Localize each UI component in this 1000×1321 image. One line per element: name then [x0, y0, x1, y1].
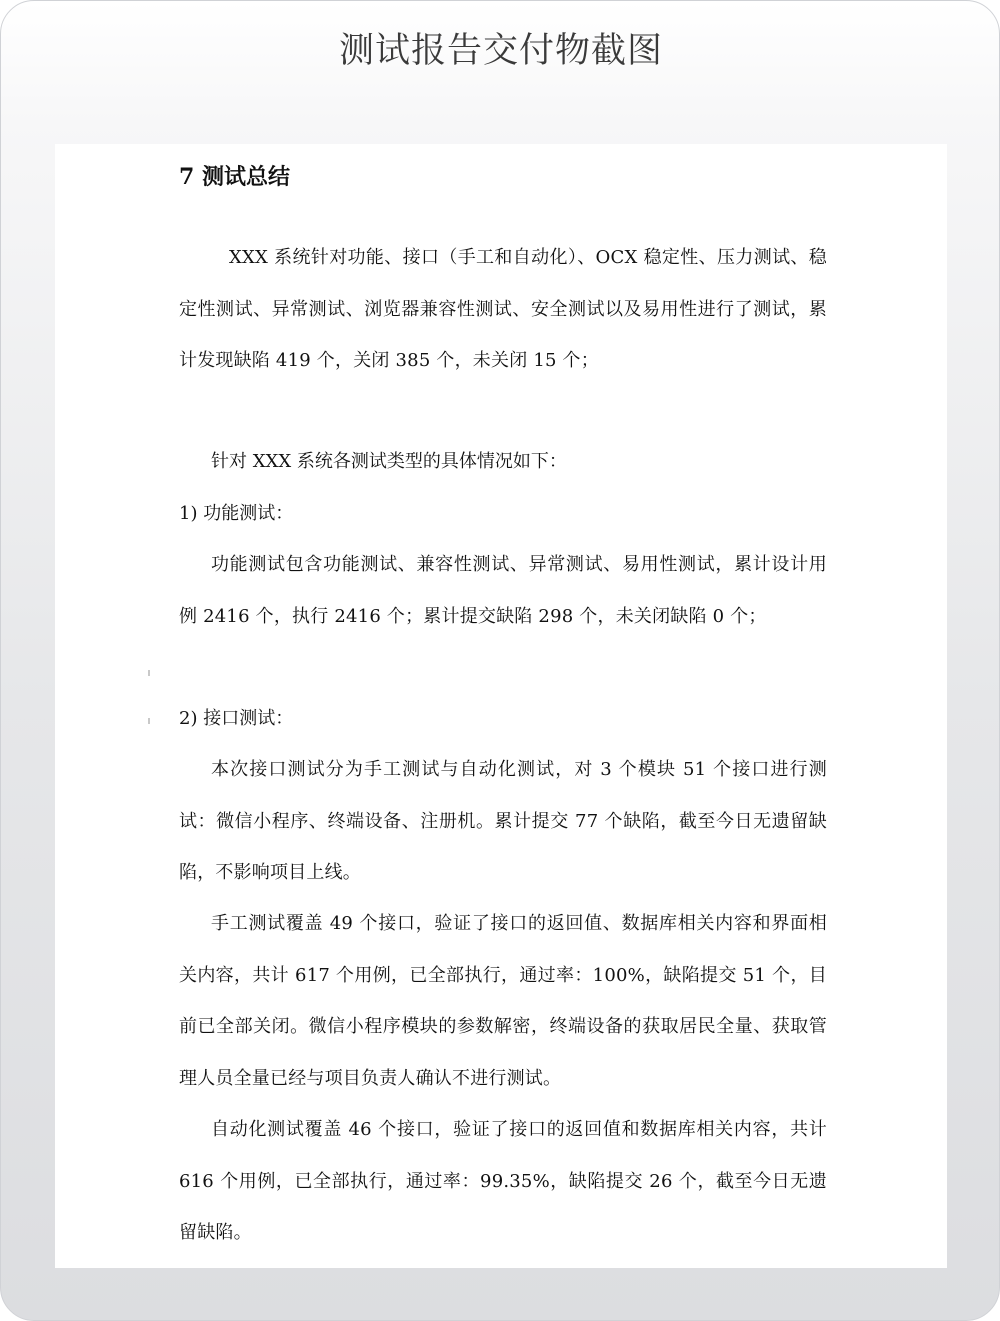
- manual-test-paragraph: 手工测试覆盖 49 个接口，验证了接口的返回值、数据库相关内容和界面相关内容，共计 617 个用例，已全部执行，通过率：100%，缺陷提交 51 个，目前已全部关闭。微信小程序模块的参数解密，终端设备的获取居民全量、获取管理人员全量已经与项目负责人确认不进行测试。: [179, 913, 827, 1089]
- document-page: [55, 144, 947, 1268]
- automation-test-paragraph: 自动化测试覆盖 46 个接口，验证了接口的返回值和数据库相关内容，共计 616 个用例，已全部执行，通过率：99.35%，缺陷提交 26 个，截至今日无遗留缺陷。: [179, 1119, 827, 1243]
- section-heading: 7 测试总结: [179, 164, 290, 190]
- margin-mark: [148, 718, 150, 724]
- functional-test-paragraph: 功能测试包含功能测试、兼容性测试、异常测试、易用性测试，累计设计用例 2416 个，执行 2416 个；累计提交缺陷 298 个，未关闭缺陷 0 个；: [179, 554, 827, 627]
- intro-line: 针对 XXX 系统各测试类型的具体情况如下：: [211, 451, 567, 472]
- summary-paragraph: XXX 系统针对功能、接口（手工和自动化）、OCX 稳定性、压力测试、稳定性测试、异常测试、浏览器兼容性测试、安全测试以及易用性进行了测试，累计发现缺陷 419 个，关闭 385 个，未关闭 15 个；: [179, 247, 827, 371]
- margin-mark: [148, 670, 150, 676]
- interface-test-paragraph: 本次接口测试分为手工测试与自动化测试，对 3 个模块 51 个接口进行测试：微信小程序、终端设备、注册机。累计提交 77 个缺陷，截至今日无遗留缺陷，不影响项目上线。: [179, 759, 827, 883]
- banner-title: 测试报告交付物截图: [338, 31, 663, 71]
- functional-test-title: 1) 功能测试：: [179, 503, 294, 524]
- interface-test-title: 2) 接口测试：: [179, 708, 294, 729]
